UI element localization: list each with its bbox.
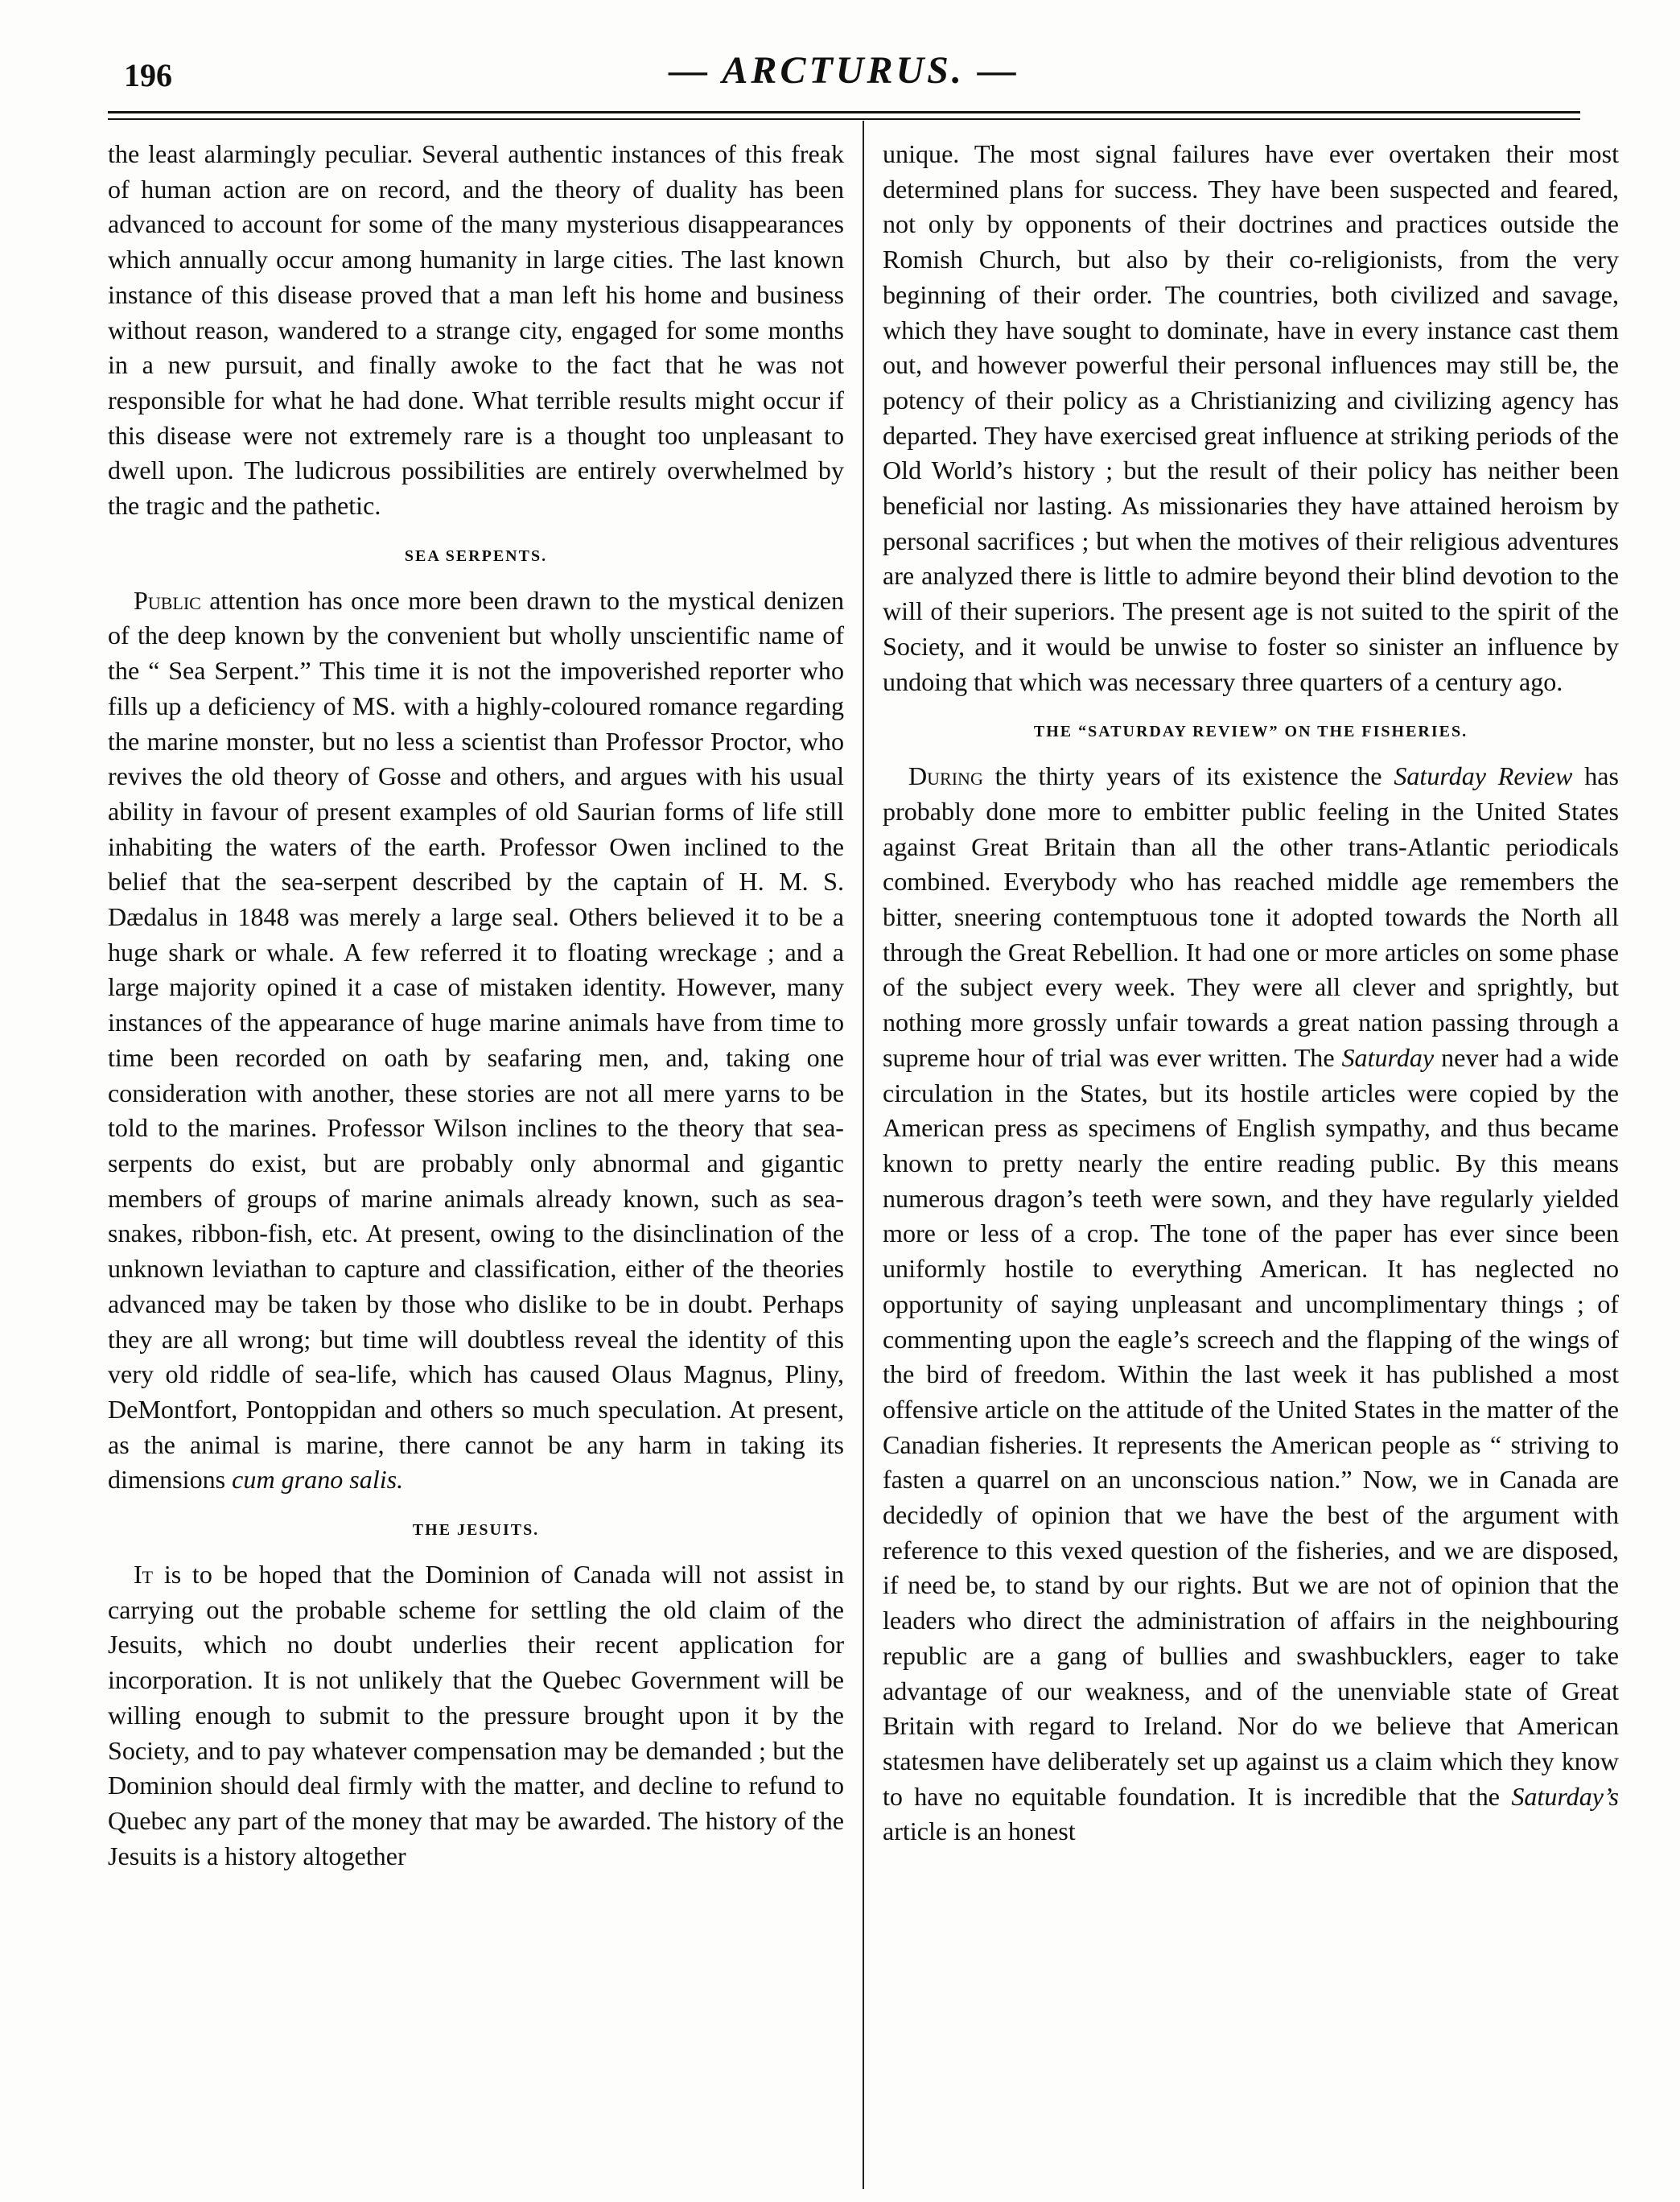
right-column xyxy=(883,137,1619,1849)
paragraph-sea-serpents xyxy=(108,583,844,1498)
paragraph-text: article is an honest xyxy=(883,1816,1076,1846)
italic-phrase: cum grano salis. xyxy=(232,1465,404,1495)
heading-saturday-review: THE “SATURDAY REVIEW” ON THE FISHERIES. xyxy=(1033,723,1468,741)
paragraph-text: the thirty years of its existence the xyxy=(982,761,1394,791)
page-number: 196 xyxy=(124,57,172,93)
italic-title: Saturday’s xyxy=(1511,1781,1619,1811)
dropcap-word: Public xyxy=(134,585,201,615)
italic-title: Saturday Review xyxy=(1394,761,1573,791)
dropcap-word: During xyxy=(908,761,983,791)
header-rule-thick xyxy=(108,111,1580,113)
running-header xyxy=(108,48,1580,105)
paragraph-jesuits-cont: unique. The most signal failures have ever overtaken their most determined plans for success. They have been suspected and feared, not only by opponents of their doctrines and practices outside the Romish Church, but also by their co-religionists, from the very beginning of their order. The countries, both civilized and savage, which they have sought to dominate, have in every instance cast them out, and however powerful their personal influences may still be, the potency of their policy as a Christianizing and civilizing agency has departed. They have exercised great influence at striking periods of the Old World’s history ; but the result of their policy has neither been beneficial nor lasting. As missionaries they have attained heroism by personal sacrifices ; but when the motives of their religious adventures are analyzed there is little to admire beyond their blind devotion to the will of their superiors. The present age is not suited to the spirit of the Society, and it would be unwise to foster so sinister an influence by undoing that which was necessary three quarters of a century ago. xyxy=(883,139,1619,696)
left-column xyxy=(108,137,844,1874)
paragraph-jesuits xyxy=(108,1557,844,1874)
heading-sea-serpents: SEA SERPENTS. xyxy=(404,546,548,565)
paragraph-text: has probably done more to embitter public feeling in the United States against Great Britain than all the other trans-Atlantic periodicals combined. Everybody who has reached middle age remembers the bitter, sneering contemptuous tone it adopted towards the North all through the Great Rebellion. It had one or more articles on some phase of the subject every week. They were all clever and sprightly, but nothing more grossly unfair towards a great nation passing through a supreme hour of trial was ever written. The xyxy=(883,761,1619,1072)
header-rule-thin xyxy=(108,118,1580,120)
running-title: — ARCTURUS. — xyxy=(669,49,1019,92)
paragraph-text: never had a wide circulation in the States, but its hostile articles were copied by the American press as specimens of English sympathy, and thus became known to pretty nearly the entire reading public. By this means numerous dragon’s teeth were sown, and they have regularly yielded more or less of a crop. The tone of the paper has ever since been uniformly hostile to everything American. It has neglected no opportunity of saying unpleasant and uncomplimentary things ; of commenting upon the eagle’s screech and the flapping of the wings of the bird of freedom. Within the last week it has published a most offensive article on the attitude of the United States in the matter of the Canadian fisheries. It represents the American people as “ striving to fasten a quarrel on an unconscious nation.” Now, we in Canada are decidedly of opinion that we have the best of the argument with reference to this vexed question of the fisheries, and we are disposed, if need be, to stand by our rights. But we are not of opinion that the leaders who direct the administration of affairs in the neighbouring republic are a gang of bullies and swashbucklers, eager to take advantage of our weakness, and of the unenviable state of Great Britain with regard to Ireland. Nor do we believe that American statesmen have deliberately set up against us a claim which they know to have no equitable foundation. It is incredible that the xyxy=(883,1042,1619,1811)
paragraph-saturday-review xyxy=(883,759,1619,1849)
heading-jesuits: THE JESUITS. xyxy=(412,1521,540,1540)
italic-title: Saturday xyxy=(1341,1042,1435,1072)
paragraph-text: is to be hoped that the Dominion of Canada will not assist in carrying out the probable scheme for settling the old claim of the Jesuits, which no doubt underlies their recent application for incorporation. It is not unlikely that the Quebec Government will be willing enough to submit to the pressure brought upon it by the Society, and to pay whatever compensation may be demanded ; but the Dominion should deal firmly with the matter, and decline to refund to Quebec any part of the money that may be awarded. The history of the Jesuits is a history altogether xyxy=(108,1560,844,1870)
dropcap-word: It xyxy=(134,1560,154,1590)
paragraph-duality: the least alarmingly peculiar. Several authentic instances of this freak of human action are on record, and the theory of duality has been advanced to account for some of the many mysterious disappearances which annually occur among humanity in large cities. The last known instance of this disease proved that a man left his home and business without reason, wandered to a strange city, engaged for some months in a new pursuit, and finally awoke to the fact that he was not responsible for what he had done. What terrible results might occur if this disease were not extremely rare is a thought too unpleasant to dwell upon. The ludicrous possibilities are entirely overwhelmed by the tragic and the pathetic. xyxy=(108,139,844,521)
column-divider xyxy=(863,121,864,2189)
paragraph-text: attention has once more been drawn to the mystical denizen of the deep known by the convenient but wholly unscientific name of the “ Sea Serpent.” This time it is not the impoverished reporter who fills up a deficiency of MS. with a highly-coloured romance regarding the marine monster, but no less a scientist than Professor Proctor, who revives the old theory of Gosse and others, and argues with his usual ability in favour of present examples of old Saurian forms of life still inhabiting the waters of the earth. Professor Owen inclined to the belief that the sea-serpent described by the captain of H. M. S. Dædalus in 1848 was merely a large seal. Others believed it to be a huge shark or whale. A few referred it to floating wreckage ; and a large majority opined it a case of mistaken identity. However, many instances of the appearance of huge marine animals have from time to time been recorded on oath by seafaring men, and, taking one consideration with another, these stories are not all mere yarns to be told to the marines. Professor Wilson inclines to the theory that sea-serpents do exist, but are probably only abnormal and gigantic members of groups of marine animals already known, such as sea-snakes, ribbon-fish, etc. At present, owing to the disinclination of the unknown leviathan to capture and classification, either of the theories advanced may be taken by those who dislike to be in doubt. Perhaps they are all wrong; but time will doubtless reveal the identity of this very old riddle of sea-life, which has caused Olaus Magnus, Pliny, DeMontfort, Pontoppidan and others so much speculation. At present, as the animal is marine, there cannot be any harm in taking its dimensions xyxy=(108,585,844,1495)
